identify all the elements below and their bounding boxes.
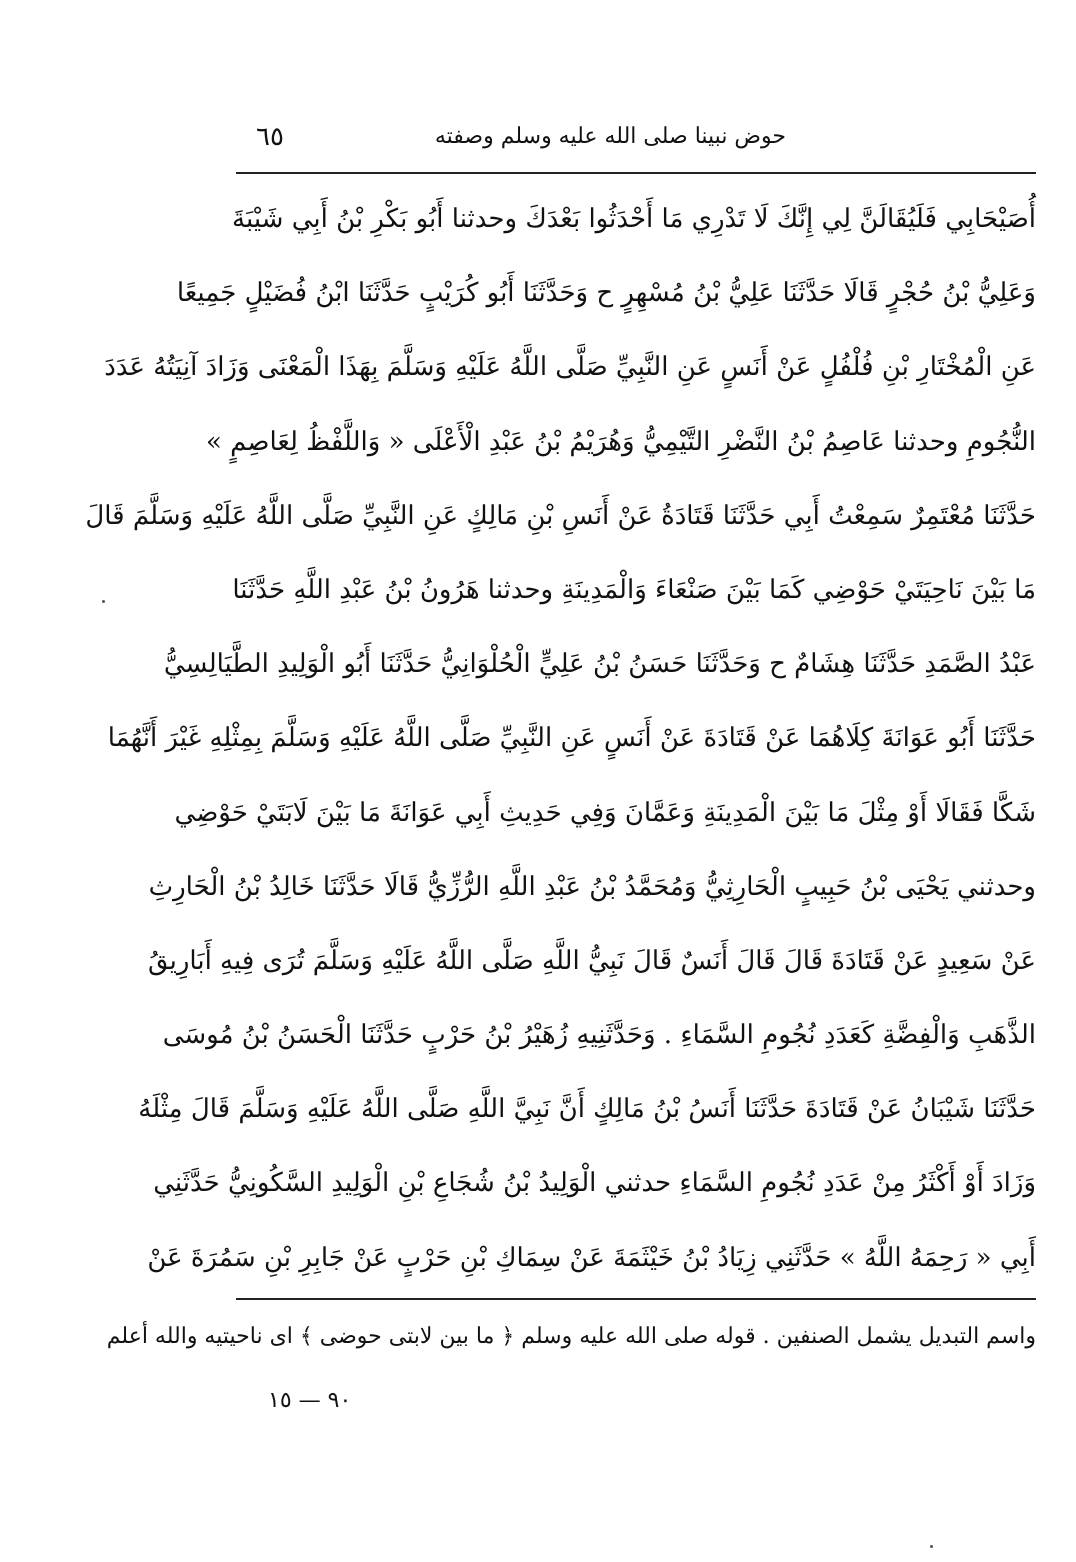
text-line: عَنْ سَعِيدٍ عَنْ قَتَادَةَ قَالَ قَالَ أَنَسٌ قَالَ نَبِيُّ اللَّهِ صَلَّى اللَّهُ عَلَيْهِ وَسَلَّمَ تُرَى فِيهِ أَبَارِيقُ	[147, 945, 1036, 976]
text-line: مَا بَيْنَ نَاحِيَتَيْ حَوْضِي كَمَا بَيْنَ صَنْعَاءَ وَالْمَدِينَةِ وحدثنا هَرُونُ بْنُ عَبْدِ اللَّهِ حَدَّثَنَا	[232, 574, 1036, 605]
scan-speck	[102, 600, 105, 603]
header-rule	[236, 172, 1036, 174]
text-line: وحدثني يَحْيَى بْنُ حَبِيبٍ الْحَارِثِيُّ وَمُحَمَّدُ بْنُ عَبْدِ اللَّهِ الرُّزِّيُّ قَالَا حَدَّثَنَا خَالِدُ بْنُ الْحَارِثِ	[148, 871, 1036, 902]
text-line: النُّجُومِ وحدثنا عَاصِمُ بْنُ النَّضْرِ التَّيْمِيُّ وَهُرَيْمُ بْنُ عَبْدِ الْأَعْلَى « وَاللَّفْظُ لِعَاصِمٍ »	[205, 426, 1036, 457]
text-line: أَبِي « رَحِمَهُ اللَّهُ » حَدَّثَنِي زِيَادُ بْنُ خَيْثَمَةَ عَنْ سِمَاكِ بْنِ حَرْبٍ عَنْ جَابِرِ بْنِ سَمُرَةَ عَنْ	[147, 1242, 1036, 1273]
text-line: حَدَّثَنَا شَيْبَانُ عَنْ قَتَادَةَ حَدَّثَنَا أَنَسُ بْنُ مَالِكٍ أَنَّ نَبِيَّ اللَّهِ صَلَّى اللَّهُ عَلَيْهِ وَسَلَّمَ قَالَ مِثْلَهُ	[138, 1094, 1036, 1125]
text-line: الذَّهَبِ وَالْفِضَّةِ كَعَدَدِ نُجُومِ السَّمَاءِ . وَحَدَّثَنِيهِ زُهَيْرُ بْنُ حَرْبٍ حَدَّثَنَا الْحَسَنُ بْنُ مُوسَى	[162, 1020, 1036, 1051]
footnote-rule	[236, 1298, 1036, 1300]
footnote: واسم التبديل يشمل الصنفين . قوله صلى الله عليه وسلم ﴿ ما بين لابتى حوضى ﴾ اى ناحيتيه والله أعلم	[106, 1324, 1036, 1349]
text-line: شَكَّا فَقَالَا أَوْ مِثْلَ مَا بَيْنَ الْمَدِينَةِ وَعَمَّانَ وَفِي حَدِيثِ أَبِي عَوَانَةَ مَا بَيْنَ لَابَتَيْ حَوْضِي	[174, 797, 1036, 828]
running-head: حوض نبينا صلى الله عليه وسلم وصفته	[434, 124, 786, 149]
printer-signature: ٩٠ — ١٥	[268, 1388, 352, 1413]
text-line: حَدَّثَنَا أَبُو عَوَانَةَ كِلَاهُمَا عَنْ قَتَادَةَ عَنْ أَنَسٍ عَنِ النَّبِيِّ صَلَّى اللَّهُ عَلَيْهِ وَسَلَّمَ بِمِثْلِهِ غَيْرَ أَنَّهُمَا	[107, 723, 1036, 754]
text-line: حَدَّثَنَا مُعْتَمِرٌ سَمِعْتُ أَبِي حَدَّثَنَا قَتَادَةُ عَنْ أَنَسِ بْنِ مَالِكٍ عَنِ النَّبِيِّ صَلَّى اللَّهُ عَلَيْهِ وَسَلَّمَ قَالَ	[85, 500, 1036, 531]
hadith-text	[85, 182, 1036, 1295]
scan-speck	[930, 1545, 933, 1548]
page-number: ٦٥	[256, 122, 284, 152]
text-line: وَعَلِيُّ بْنُ حُجْرٍ قَالَا حَدَّثَنَا عَلِيُّ بْنُ مُسْهِرٍ ح وَحَدَّثَنَا أَبُو كُرَيْبٍ حَدَّثَنَا ابْنُ فُضَيْلٍ جَمِيعًا	[176, 278, 1036, 309]
page-header	[236, 120, 1036, 170]
text-line: عَنِ الْمُخْتَارِ بْنِ فُلْفُلٍ عَنْ أَنَسٍ عَنِ النَّبِيِّ صَلَّى اللَّهُ عَلَيْهِ وَسَلَّمَ بِهَذَا الْمَعْنَى وَزَادَ آنِيَتُهُ عَدَدَ	[104, 352, 1036, 383]
text-line: عَبْدُ الصَّمَدِ حَدَّثَنَا هِشَامٌ ح وَحَدَّثَنَا حَسَنُ بْنُ عَلِيٍّ الْحُلْوَانِيُّ حَدَّثَنَا أَبُو الْوَلِيدِ الطَّيَالِسِيُّ	[163, 649, 1036, 680]
text-line: وَزَادَ أَوْ أَكْثَرُ مِنْ عَدَدِ نُجُومِ السَّمَاءِ حدثني الْوَلِيدُ بْنُ شُجَاعِ بْنِ الْوَلِيدِ السَّكُونِيُّ حَدَّثَنِي	[153, 1168, 1036, 1199]
text-line: أُصَيْحَابِي فَلَيُقَالَنَّ لِي إِنَّكَ لَا تَدْرِي مَا أَحْدَثُوا بَعْدَكَ وحدثنا أَبُو بَكْرِ بْنُ أَبِي شَيْبَةَ	[232, 204, 1036, 234]
